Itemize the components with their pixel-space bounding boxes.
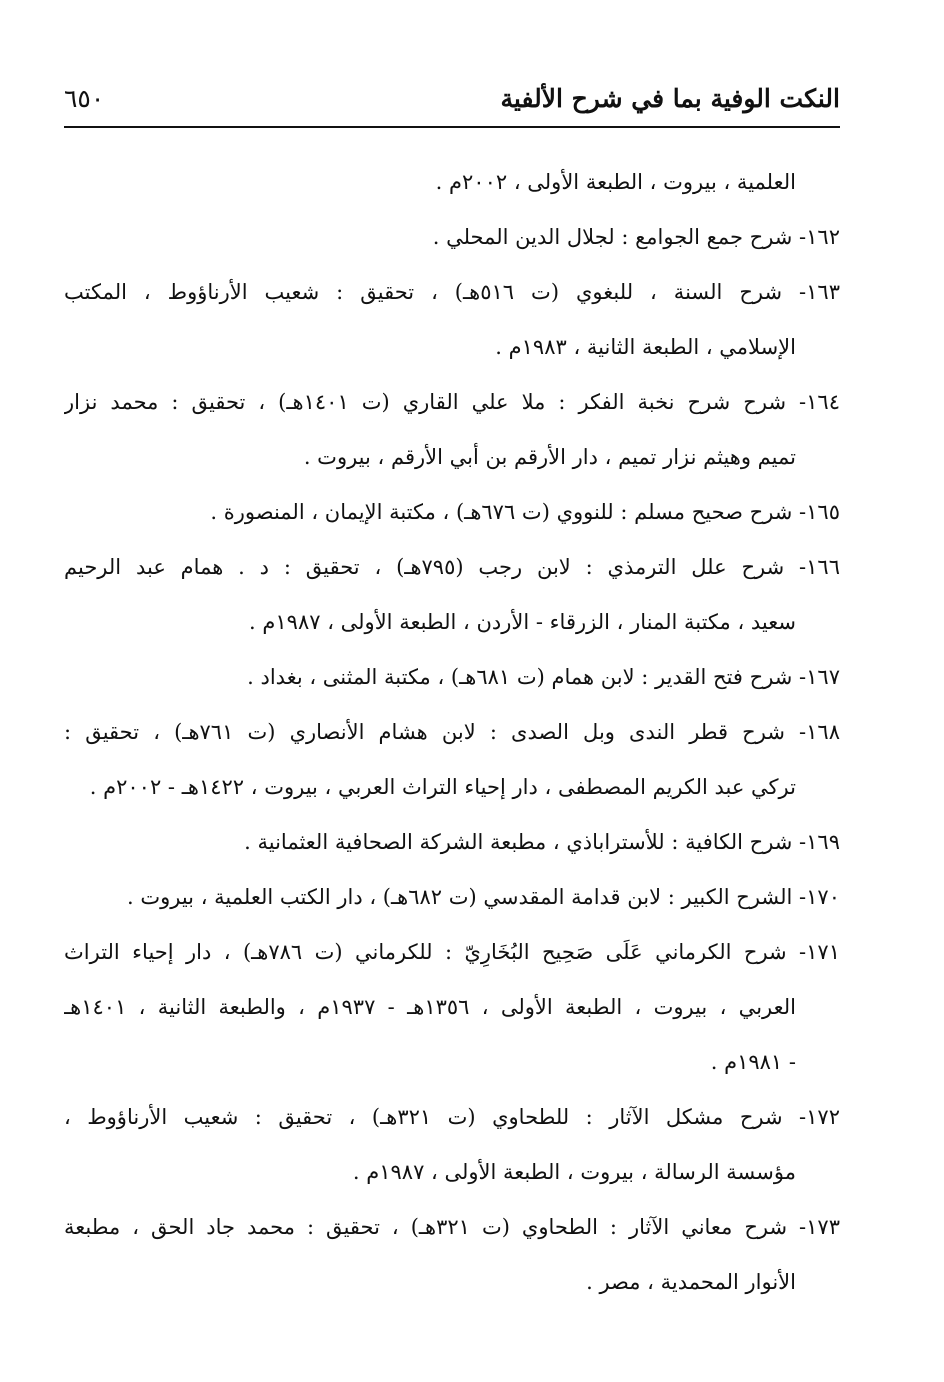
entry-line: ١٧٣- شرح معاني الآثار : الطحاوي (ت ٣٢١هـ) ، تحقيق : محمد جاد الحق ، مطبعة <box>64 1215 840 1239</box>
entry-line: ١٦٣- شرح السنة ، للبغوي (ت ٥١٦هـ) ، تحقيق : شعيب الأرناؤوط ، المكتب <box>64 280 840 304</box>
running-title: النكت الوفية بما في شرح الألفية <box>500 84 840 113</box>
entry-line: ١٦٧- شرح فتح القدير : لابن همام (ت ٦٨١هـ) ، مكتبة المثنى ، بغداد . <box>247 665 840 689</box>
bibliography-entry <box>64 265 840 375</box>
bibliography-entry <box>64 210 840 265</box>
entry-line: ١٦٩- شرح الكافية : للأستراباذي ، مطبعة الشركة الصحافية العثمانية . <box>244 830 840 854</box>
page-header <box>64 78 840 128</box>
entry-line: ١٧٠- الشرح الكبير : لابن قدامة المقدسي (ت ٦٨٢هـ) ، دار الكتب العلمية ، بيروت . <box>127 885 840 909</box>
entry-line: ١٦٦- شرح علل الترمذي : لابن رجب (٧٩٥هـ) ، تحقيق : د . همام عبد الرحيم <box>64 555 840 579</box>
entry-line: ١٦٤- شرح شرح نخبة الفكر : ملا علي القاري (ت ١٤٠١هـ) ، تحقيق : محمد نزار <box>64 390 840 414</box>
bibliography-entry <box>64 870 840 925</box>
bibliography-entry <box>64 1090 840 1200</box>
entry-line: تركي عبد الكريم المصطفى ، دار إحياء التراث العربي ، بيروت ، ١٤٢٢هـ - ٢٠٠٢م . <box>89 775 796 799</box>
bibliography-entry <box>64 485 840 540</box>
bibliography-list <box>64 155 840 1310</box>
bibliography-entry <box>64 815 840 870</box>
entry-line: ١٧١- شرح الكرماني عَلَى صَحِيح البُخَارِيّ : للكرماني (ت ٧٨٦هـ) ، دار إحياء التراث <box>64 940 840 964</box>
bibliography-entry <box>64 925 840 1090</box>
entry-line: العلمية ، بيروت ، الطبعة الأولى ، ٢٠٠٢م . <box>435 170 796 194</box>
entry-line: ١٦٢- شرح جمع الجوامع : لجلال الدين المحلي . <box>432 225 840 249</box>
entry-line: الأنوار المحمدية ، مصر . <box>586 1270 796 1294</box>
bibliography-entry <box>64 155 840 210</box>
entry-line: سعيد ، مكتبة المنار ، الزرقاء - الأردن ، الطبعة الأولى ، ١٩٨٧م . <box>249 610 796 634</box>
page-number: ٦٥٠ <box>64 84 105 113</box>
bibliography-entry <box>64 540 840 650</box>
entry-line: مؤسسة الرسالة ، بيروت ، الطبعة الأولى ، ١٩٨٧م . <box>352 1160 796 1184</box>
bibliography-entry <box>64 705 840 815</box>
entry-line: العربي ، بيروت ، الطبعة الأولى ، ١٣٥٦هـ - ١٩٣٧م ، والطبعة الثانية ، ١٤٠١هـ <box>64 995 796 1019</box>
entry-line: ١٦٥- شرح صحيح مسلم : للنووي (ت ٦٧٦هـ) ، مكتبة الإيمان ، المنصورة . <box>210 500 840 524</box>
entry-line: تميم وهيثم نزار تميم ، دار الأرقم بن أبي الأرقم ، بيروت . <box>303 445 796 469</box>
bibliography-entry <box>64 1200 840 1310</box>
entry-line: الإسلامي ، الطبعة الثانية ، ١٩٨٣م . <box>495 335 796 359</box>
entry-line: - ١٩٨١م . <box>710 1050 796 1074</box>
entry-line: ١٦٨- شرح قطر الندى وبل الصدى : لابن هشام الأنصاري (ت ٧٦١هـ) ، تحقيق : <box>64 720 840 744</box>
bibliography-entry <box>64 650 840 705</box>
entry-line: ١٧٢- شرح مشكل الآثار : للطحاوي (ت ٣٢١هـ) ، تحقيق : شعيب الأرناؤوط ، <box>64 1105 840 1129</box>
bibliography-entry <box>64 375 840 485</box>
